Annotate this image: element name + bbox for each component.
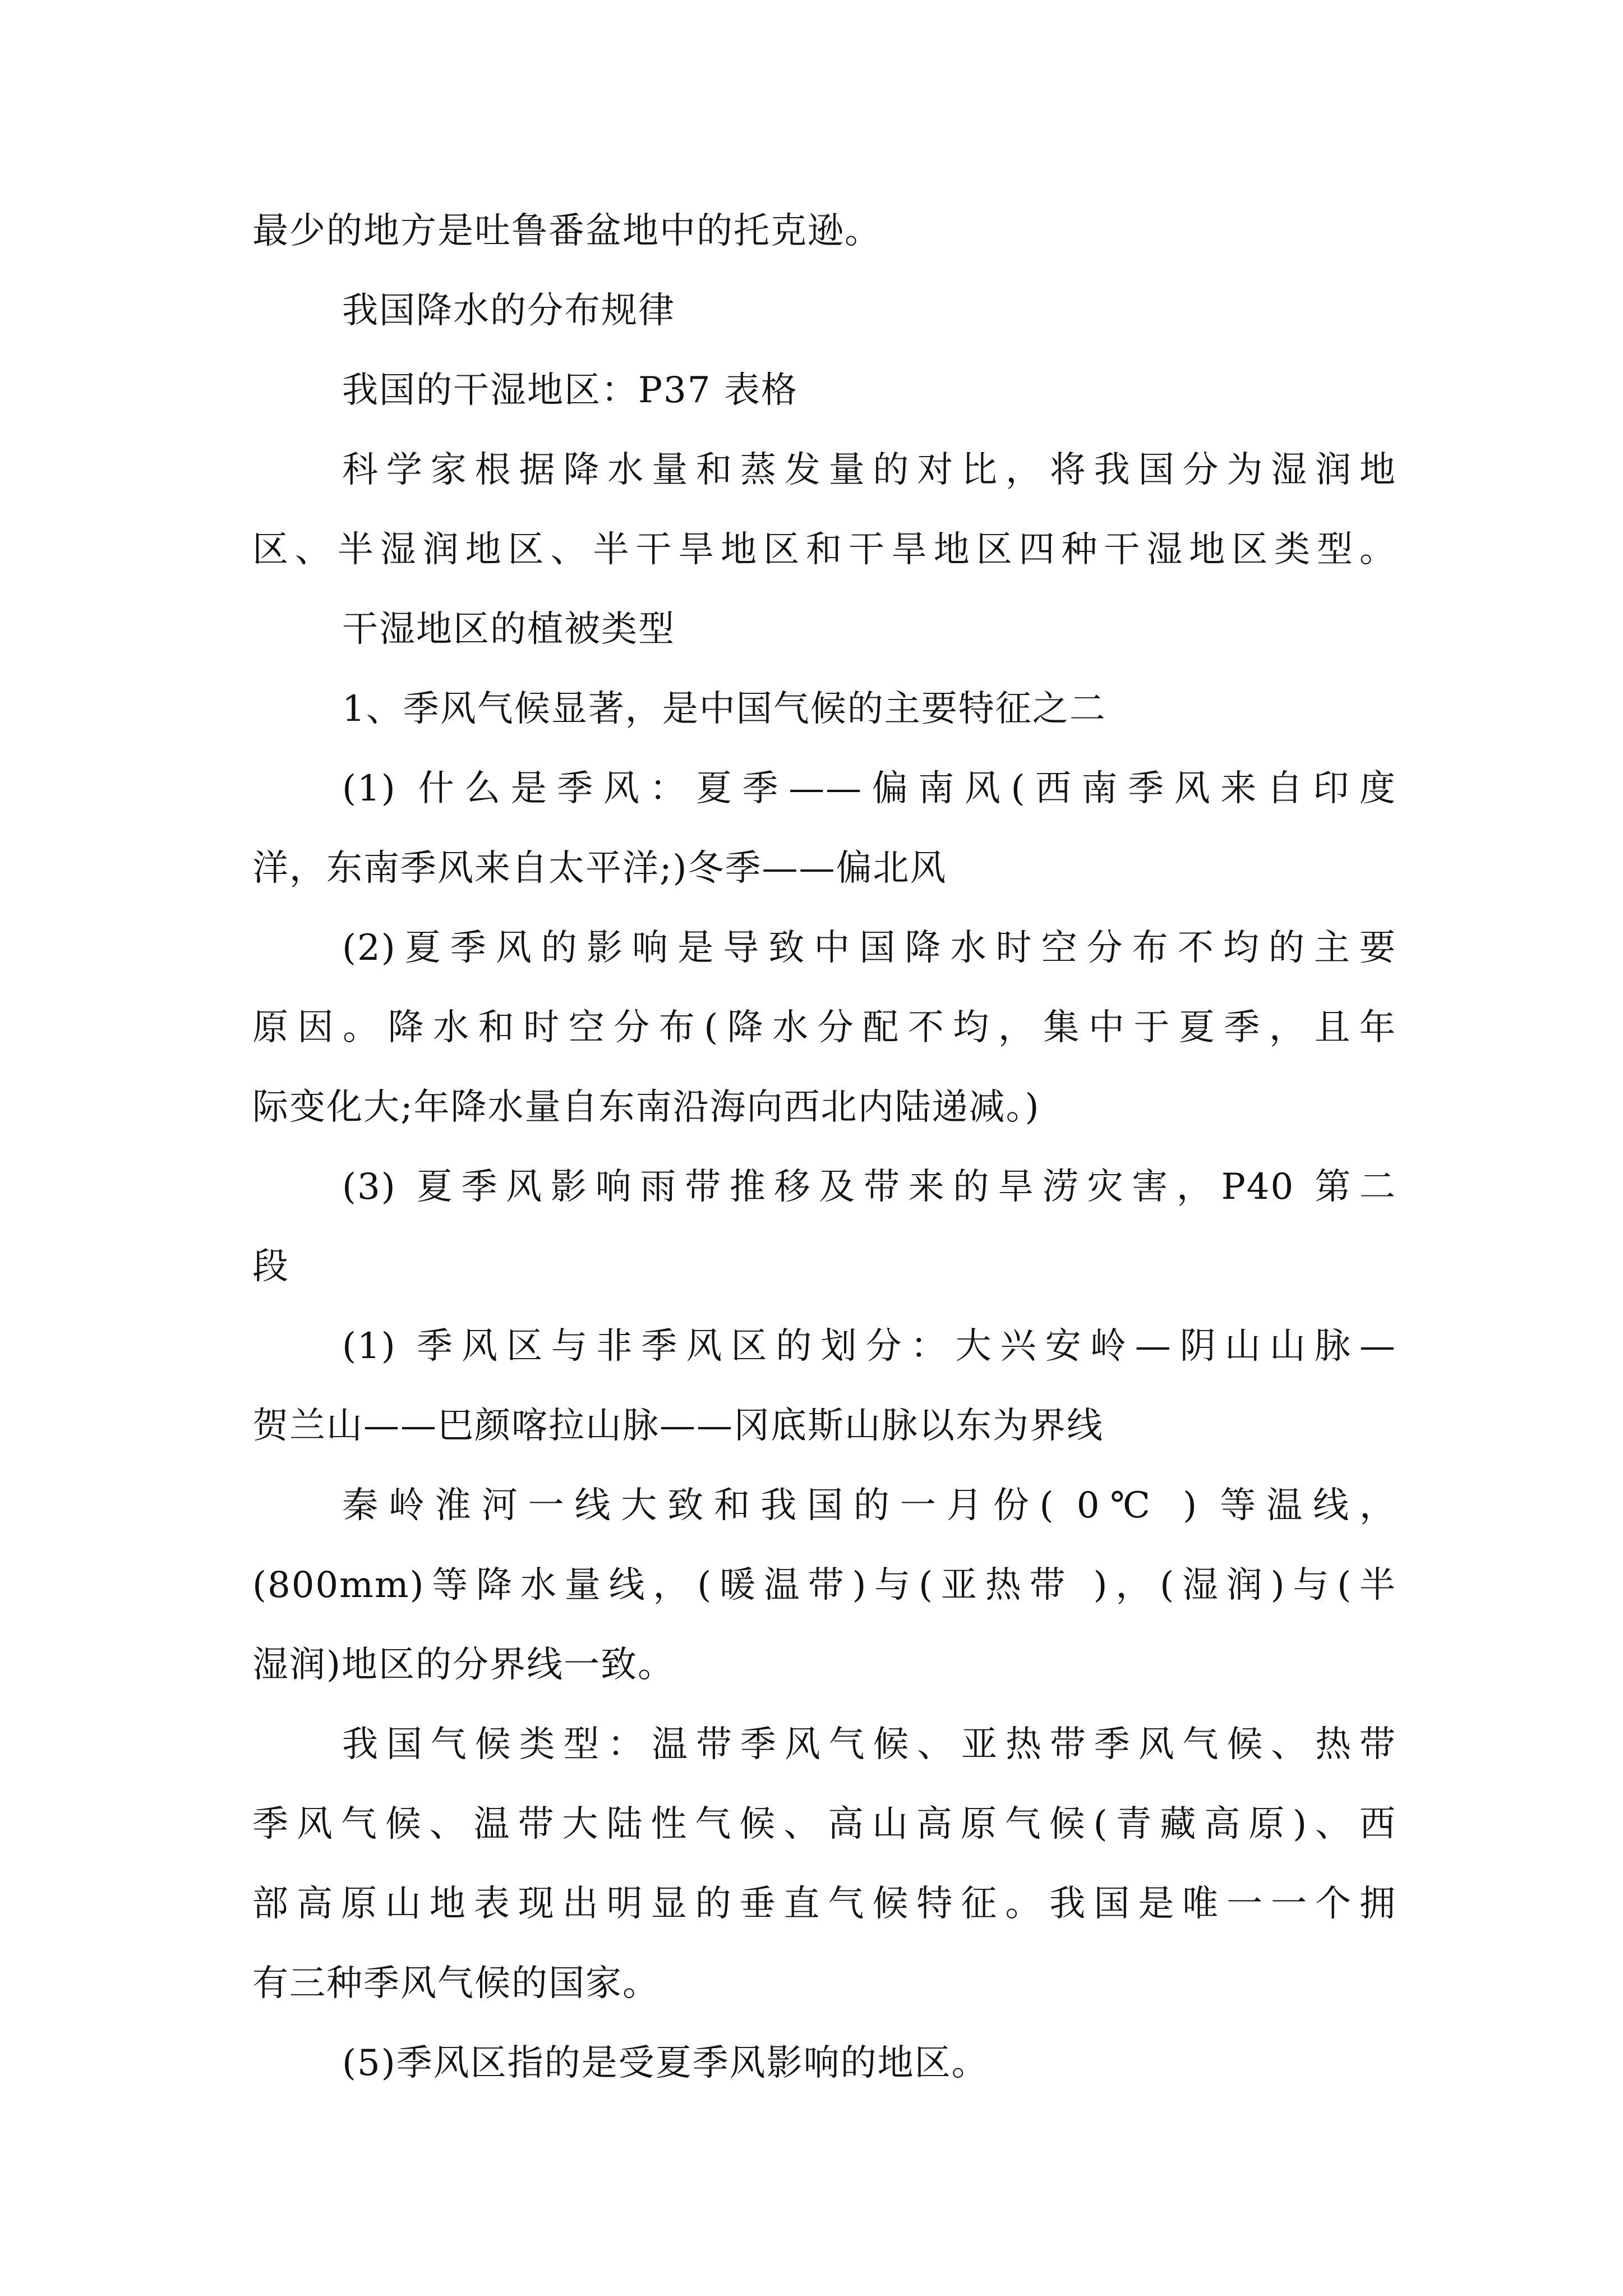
text-line-3: 我国的干湿地区：P37 表格 xyxy=(342,370,798,411)
text-line-21: 季风气候、温带大陆性气候、高山高原气候(青藏高原)、西 xyxy=(252,1803,1396,1845)
text-line-13: (3) 夏季风影响雨带推移及带来的旱涝灾害，P40 第二 xyxy=(342,1166,1396,1208)
text-line-20: 我国气候类型：温带季风气候、亚热带季风气候、热带 xyxy=(342,1724,1396,1765)
text-line-23: 有三种季风气候的国家。 xyxy=(252,1963,660,2004)
text-line-2: 我国降水的分布规律 xyxy=(342,290,675,332)
text-line-15: (1) 季风区与非季风区的划分：大兴安岭—阴山山脉— xyxy=(342,1326,1396,1367)
text-line-11: 原因。降水和时空分布(降水分配不均，集中于夏季，且年 xyxy=(252,1007,1396,1048)
text-line-22: 部高原山地表现出明显的垂直气候特征。我国是唯一一个拥 xyxy=(252,1883,1396,1925)
text-line-10: (2)夏季风的影响是导致中国降水时空分布不均的主要 xyxy=(342,927,1396,969)
text-line-17: 秦岭淮河一线大致和我国的一月份( 0℃ ) 等温线， xyxy=(342,1485,1396,1526)
text-line-1: 最少的地方是吐鲁番盆地中的托克逊。 xyxy=(252,210,882,252)
text-line-24: (5)季风区指的是受夏季风影响的地区。 xyxy=(342,2042,989,2084)
text-line-14: 段 xyxy=(252,1246,289,1287)
text-line-5: 区、半湿润地区、半干旱地区和干旱地区四种干湿地区类型。 xyxy=(252,529,1396,570)
text-line-18: (800mm)等降水量线，(暖温带)与(亚热带 )，(湿润)与(半 xyxy=(252,1565,1396,1606)
text-line-8: (1) 什么是季风：夏季——偏南风(西南季风来自印度 xyxy=(342,768,1396,809)
text-line-4: 科学家根据降水量和蒸发量的对比，将我国分为湿润地 xyxy=(342,449,1396,491)
text-line-9: 洋，东南季风来自太平洋;)冬季——偏北风 xyxy=(252,848,947,889)
text-line-7: 1、季风气候显著，是中国气候的主要特征之二 xyxy=(342,688,1106,730)
text-line-16: 贺兰山——巴颜喀拉山脉——冈底斯山脉以东为界线 xyxy=(252,1405,1104,1447)
text-line-6: 干湿地区的植被类型 xyxy=(342,609,675,650)
text-line-12: 际变化大;年降水量自东南沿海向西北内陆递减。) xyxy=(252,1087,1040,1128)
text-line-19: 湿润)地区的分界线一致。 xyxy=(252,1644,675,1686)
